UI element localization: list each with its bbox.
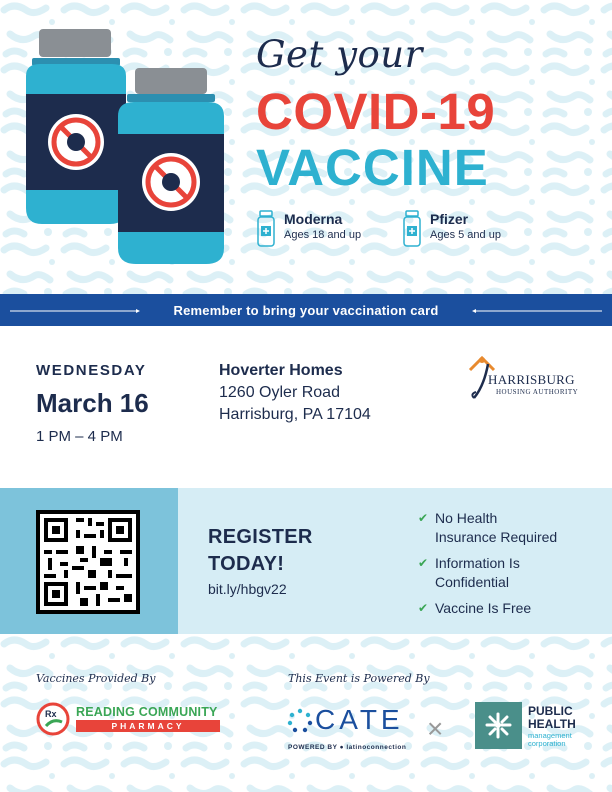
checkmark-icon: ✔ (418, 556, 429, 570)
register-section (0, 488, 612, 634)
cate-powered-by: POWERED BY ● latinoconnection (288, 744, 407, 751)
benefit-line: No Health (435, 510, 498, 526)
headline-pre-title: Get your (256, 33, 423, 76)
hero-section (0, 0, 612, 294)
svg-text:Rx: Rx (45, 709, 57, 719)
partner-title (528, 705, 576, 731)
partner-subtitle-line1: management (528, 731, 572, 740)
vaccine-ages: Ages 18 and up (284, 229, 362, 241)
benefit-line: Vaccine Is Free (435, 600, 532, 616)
benefit-line: Confidential (435, 574, 509, 590)
harrisburg-housing-authority-logo (466, 350, 586, 404)
vaccine-type-pfizer (402, 210, 501, 248)
register-title-line2: TODAY! (208, 553, 285, 575)
partner-title-line1: PUBLIC (528, 704, 573, 718)
partner-separator-icon: × (427, 713, 444, 744)
footer-section (0, 634, 612, 792)
hha-name: HARRISBURG (488, 372, 575, 387)
list-item (418, 509, 608, 547)
benefit-line: Insurance Required (435, 529, 558, 545)
pharmacy-bar (76, 720, 220, 732)
headline (256, 34, 596, 196)
partner-title-line2: HEALTH (528, 717, 576, 731)
qr-code-graphic (40, 514, 136, 610)
public-health-management-logo (475, 702, 605, 756)
vaccine-name: Moderna (284, 211, 343, 227)
venue-name: Hoverter Homes (219, 362, 343, 379)
powered-by-caption: This Event is Powered By (288, 672, 430, 685)
reading-community-pharmacy-logo (36, 702, 226, 736)
vaccine-ages: Ages 5 and up (430, 229, 501, 241)
headline-covid: COVID-19 (256, 83, 496, 140)
vaccine-type-moderna (256, 210, 361, 248)
benefit-line: Information Is (435, 555, 520, 571)
list-item (418, 599, 608, 618)
qr-panel (0, 488, 178, 634)
headline-vaccine: VACCINE (256, 139, 489, 196)
qr-code[interactable] (36, 510, 140, 614)
cate-logo (285, 704, 415, 754)
public-health-mark-icon (475, 702, 522, 749)
vaccine-bottles-illustration (22, 24, 232, 269)
cate-name: CATE (315, 704, 404, 735)
vial-icon (402, 210, 422, 248)
pharmacy-sub: PHARMACY (111, 721, 185, 731)
arrow-left-icon (470, 309, 602, 313)
benefits-list (418, 509, 608, 625)
event-details (0, 326, 612, 488)
vial-icon (256, 210, 276, 248)
cate-dots-icon (287, 708, 313, 734)
partner-subtitle (528, 732, 572, 748)
partner-subtitle-line2: corporation (528, 739, 566, 748)
provided-by-caption: Vaccines Provided By (36, 672, 156, 685)
arrow-right-icon (10, 309, 142, 313)
event-date: March 16 (36, 388, 149, 418)
event-time: 1 PM – 4 PM (36, 428, 123, 445)
event-day: WEDNESDAY (36, 362, 147, 379)
hha-subtitle: HOUSING AUTHORITY (496, 388, 579, 396)
vaccine-name: Pfizer (430, 211, 469, 227)
venue-city: Harrisburg, PA 17104 (219, 406, 371, 423)
pharmacy-name: READING COMMUNITY (76, 705, 218, 719)
banner-text: Remember to bring your vaccination card (173, 302, 439, 318)
list-item (418, 554, 608, 592)
pharmacy-rx-icon (36, 702, 70, 736)
register-title (208, 524, 313, 578)
checkmark-icon: ✔ (418, 511, 429, 525)
register-title-line1: REGISTER (208, 526, 313, 548)
vaccine-types (256, 210, 596, 250)
checkmark-icon: ✔ (418, 601, 429, 615)
register-link[interactable]: bit.ly/hbgv22 (208, 581, 287, 597)
reminder-banner (0, 294, 612, 326)
venue-street: 1260 Oyler Road (219, 384, 340, 401)
